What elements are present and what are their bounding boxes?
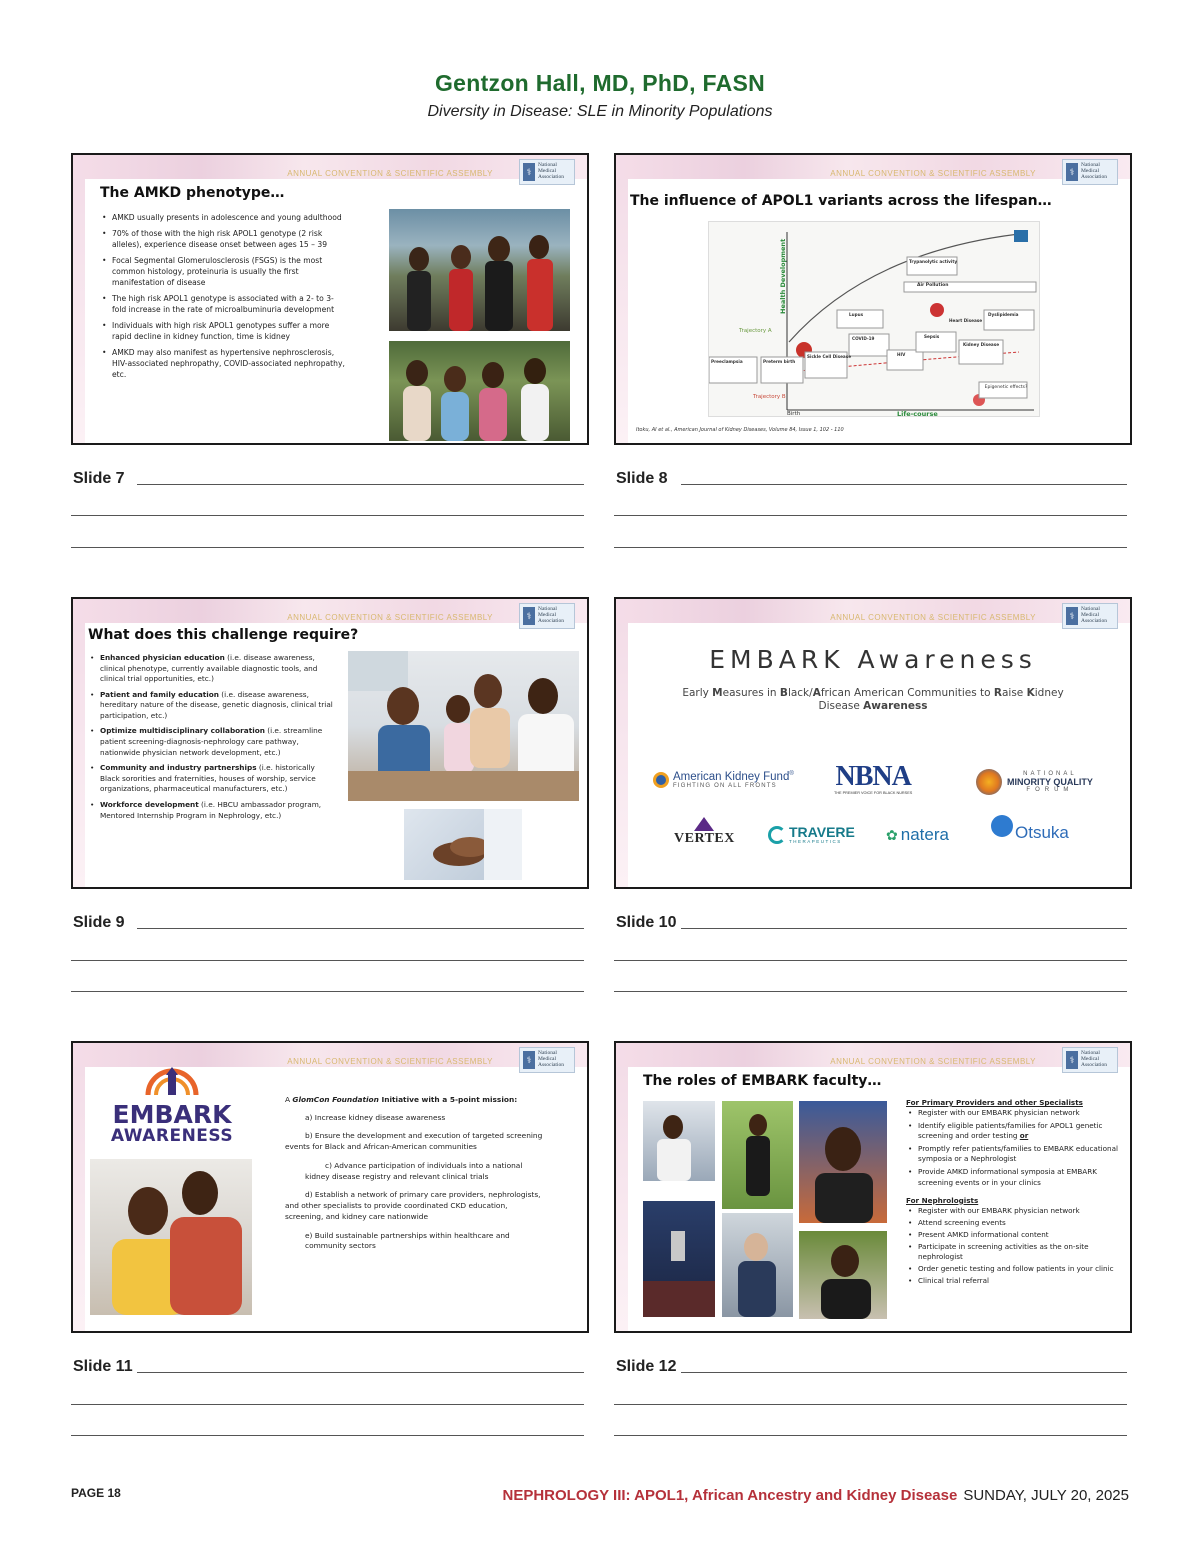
faculty-photo — [643, 1201, 715, 1317]
session-date: SUNDAY, JULY 20, 2025 — [963, 1487, 1129, 1504]
mission-point: d) Establish a network of primary care providers, nephrologists, and other specialists to provide coordinated CKD education, screening, and kidney care nationwide — [285, 1190, 541, 1221]
note-line — [614, 1435, 1127, 1436]
bullet: • Clinical trial referral — [906, 1276, 1122, 1286]
bullet: • Participate in screening activities as the on-site nephrologist — [906, 1242, 1122, 1262]
slide-10-notes — [614, 914, 1129, 932]
natera-icon: ✿ — [886, 826, 898, 843]
trajectory-b-label: Trajectory B — [753, 394, 786, 400]
slide-7-notes — [71, 470, 586, 488]
embark-awareness-logo: EMBARK AWARENESS — [107, 1061, 237, 1146]
bullet: • Community and industry partnerships (i.e. historically Black sororities and fraternities, houses of worship, service organizations, pharmaceutical manufacturers, etc.) — [88, 763, 336, 795]
mission-point: e) Build sustainable partnerships within healthcare and community sectors — [305, 1230, 510, 1251]
bullet: • Optimize multidisciplinary collaboration (i.e. streamline patient screening-diagnosis-nephrology care pathway, nationwide physician network development, etc.) — [88, 726, 336, 758]
travere-logo: TRAVERE THERAPEUTICS — [768, 825, 855, 844]
note-line — [71, 1435, 584, 1436]
bullet: • Order genetic testing and follow patients in your clinic — [906, 1264, 1122, 1274]
nma-seal-icon: ⚕ — [523, 163, 535, 181]
talk-title: Diversity in Disease: SLE in Minority Populations — [427, 103, 773, 120]
slide-side-decoration — [616, 179, 628, 443]
footer-session — [502, 1487, 1129, 1504]
bullet: • Attend screening events — [906, 1218, 1122, 1228]
nma-logo: ⚕ National Medical Association — [519, 1047, 575, 1073]
roles-list — [906, 1098, 1122, 1288]
convention-text: ANNUAL CONVENTION & SCIENTIFIC ASSEMBLY — [287, 169, 493, 178]
vertex-icon — [694, 817, 714, 831]
air-pollution-label: Air Pollution — [917, 283, 949, 288]
slide-side-decoration — [73, 623, 85, 887]
trajectory-a-label: Trajectory A — [739, 328, 772, 334]
mqf-logo: NATIONAL MINORITY QUALITY FORUM — [976, 769, 1093, 795]
girls-photo — [389, 341, 570, 441]
diagram-box-label: COVID-19 — [852, 336, 875, 341]
nephrologist-bullets — [906, 1206, 1122, 1287]
mission-point: a) Increase kidney disease awareness — [305, 1112, 446, 1122]
session-title: NEPHROLOGY III: APOL1, African Ancestry and Kidney Disease — [502, 1487, 958, 1504]
sunburst-icon — [142, 1061, 202, 1097]
bullet: • The high risk APOL1 genotype is associated with a 2- to 3-fold increase in the rate of microalbuminuria development — [100, 293, 345, 315]
hands-photo — [404, 809, 522, 880]
slide-10 — [614, 597, 1132, 889]
bullet: • 70% of those with the high risk APOL1 genotype (2 risk alleles), experience disease onset between ages 15 – 39 — [100, 228, 345, 250]
slide-9-notes — [71, 914, 586, 932]
slide-label: Slide 9 — [73, 914, 125, 931]
diagram-box-label: Lupus — [849, 312, 864, 317]
faculty-photo — [799, 1231, 887, 1319]
note-line — [71, 515, 584, 516]
slide-title: What does this challenge require? — [88, 627, 359, 643]
note-line — [137, 484, 584, 485]
slide-side-decoration — [73, 179, 85, 443]
note-line — [71, 1404, 584, 1405]
nma-logo: ⚕ National Medical Association — [1062, 159, 1118, 185]
slide-label: Slide 8 — [616, 470, 668, 487]
diagram-box-label: Sepsis — [924, 334, 940, 339]
trypanolytic-label: Trypanolytic activity — [909, 259, 958, 264]
slide-7 — [71, 153, 589, 445]
otsuka-icon — [991, 815, 1013, 837]
otsuka-logo: Otsuka — [991, 821, 1069, 843]
faculty-photo — [722, 1101, 793, 1209]
epigenetic-label: Epigenetic effects? — [984, 385, 1028, 390]
note-line — [71, 960, 584, 961]
note-line — [71, 547, 584, 548]
heart-disease-label: Heart Disease — [949, 318, 983, 323]
mission-point: b) Ensure the development and execution of targeted screening events for Black and African-American communities — [285, 1131, 543, 1152]
akf-icon — [653, 772, 669, 788]
note-line — [681, 1372, 1127, 1373]
slide-label: Slide 7 — [73, 470, 125, 487]
convention-text: ANNUAL CONVENTION & SCIENTIFIC ASSEMBLY — [287, 613, 493, 622]
bullet: • Register with our EMBARK physician network — [906, 1206, 1122, 1216]
x-axis-label: Life-course — [897, 410, 938, 418]
slide-title: The influence of APOL1 variants across the lifespan… — [630, 193, 1052, 209]
slide-title: The AMKD phenotype… — [100, 185, 285, 201]
note-line — [137, 1372, 584, 1373]
nma-seal-icon: ⚕ — [1066, 607, 1078, 625]
nma-logo: ⚕ National Medical Association — [1062, 1047, 1118, 1073]
slide-label: Slide 12 — [616, 1358, 677, 1375]
bullet: • Workforce development (i.e. HBCU ambassador program, Mentored Internship Program in Nephrology, etc.) — [88, 800, 336, 821]
bullet: • AMKD may also manifest as hypertensive nephrosclerosis, HIV-associated nephropathy, COVID-associated nephropathy, etc. — [100, 347, 345, 380]
embark-subtitle — [616, 687, 1130, 713]
vertex-logo: VERTEX — [674, 817, 735, 847]
slide-12 — [614, 1041, 1132, 1333]
nma-logo: ⚕ National Medical Association — [1062, 603, 1118, 629]
slide-12-notes — [614, 1358, 1129, 1376]
primary-heading: For Primary Providers and other Specialists — [906, 1098, 1083, 1107]
bullet: • Identify eligible patients/families for APOL1 genetic screening and order testing or — [906, 1121, 1122, 1141]
slide-title: The roles of EMBARK faculty… — [643, 1073, 882, 1089]
bullet: • Present AMKD informational content — [906, 1230, 1122, 1240]
note-line — [681, 928, 1127, 929]
slide-8-notes — [614, 470, 1129, 488]
nma-logo: ⚕ National Medical Association — [519, 603, 575, 629]
note-line — [137, 928, 584, 929]
bullet: • Enhanced physician education (i.e. disease awareness, clinical phenotype, currently available diagnostic tools, and clinical trial opportunities, etc.) — [88, 653, 336, 685]
subtitle-line-1: Early Measures in Black/African American Communities to Raise Kidney — [682, 687, 1064, 699]
diagram-box-label: Sickle Cell Disease — [807, 354, 852, 359]
slide-side-decoration — [616, 1067, 628, 1331]
bullet: • Individuals with high risk APOL1 genotypes suffer a more rapid decline in kidney function, time is kidney — [100, 320, 345, 342]
couple-photo — [90, 1159, 252, 1315]
convention-text: ANNUAL CONVENTION & SCIENTIFIC ASSEMBLY — [830, 1057, 1036, 1066]
bullet: • Promptly refer patients/families to EMBARK educational symposia or a Nephrologist — [906, 1144, 1122, 1164]
slide-side-decoration — [73, 1067, 85, 1331]
faculty-photo — [799, 1101, 887, 1223]
lifespan-diagram — [708, 221, 1040, 417]
diagram-box-label: Preeclampsia — [711, 359, 743, 364]
slide-8 — [614, 153, 1132, 445]
slide-11 — [71, 1041, 589, 1333]
faculty-photo — [722, 1213, 793, 1317]
slide-11-notes — [71, 1358, 586, 1376]
nma-seal-icon: ⚕ — [1066, 1051, 1078, 1069]
mqf-icon — [976, 769, 1002, 795]
mission-text — [285, 1095, 547, 1252]
bullet: • Focal Segmental Glomerulosclerosis (FSGS) is the most common histology, proteinuria is usually the first manifestation of disease — [100, 255, 345, 288]
bullet: • Patient and family education (i.e. disease awareness, hereditary nature of the disease, genetic diagnosis, clinical trial participation, etc.) — [88, 690, 336, 722]
note-line — [614, 960, 1127, 961]
bullet: • Provide AMKD informational symposia at EMBARK screening events or in your clinics — [906, 1167, 1122, 1187]
faculty-photo — [643, 1101, 715, 1181]
subtitle-line-2: Disease Awareness — [818, 700, 928, 713]
convention-text: ANNUAL CONVENTION & SCIENTIFIC ASSEMBLY — [287, 1057, 493, 1066]
akf-logo: American Kidney Fund® FIGHTING ON ALL FRONTS — [653, 771, 794, 789]
birth-label: Birth — [787, 411, 801, 417]
note-line — [614, 515, 1127, 516]
nma-seal-icon: ⚕ — [523, 607, 535, 625]
page-number: PAGE 18 — [71, 1486, 121, 1500]
slide-9 — [71, 597, 589, 889]
family-doctor-photo — [348, 651, 579, 801]
diagram-box-label: Preterm birth — [763, 359, 796, 364]
diagram-box-label: Dyslipidemia — [988, 312, 1019, 317]
diagram-box-label: HIV — [897, 352, 906, 357]
bullet-list — [100, 212, 345, 385]
convention-text: ANNUAL CONVENTION & SCIENTIFIC ASSEMBLY — [830, 613, 1036, 622]
citation: Itoku, AI et al., American Journal of Kidney Diseases, Volume 84, Issue 1, 102 - 110 — [636, 427, 844, 433]
nma-seal-icon: ⚕ — [1066, 163, 1078, 181]
primary-bullets — [906, 1108, 1122, 1188]
nma-seal-icon: ⚕ — [523, 1051, 535, 1069]
students-photo — [389, 209, 570, 331]
speaker-name: Gentzon Hall, MD, PhD, FASN — [434, 70, 766, 96]
page-header — [0, 70, 1200, 121]
bullet: • Register with our EMBARK physician network — [906, 1108, 1122, 1118]
slide-title: EMBARK Awareness — [709, 645, 1037, 674]
mission-point: c) Advance participation of individuals into a national kidney disease registry and relevant clinical trials — [305, 1160, 523, 1181]
nephrologist-heading: For Nephrologists — [906, 1195, 979, 1205]
convention-text: ANNUAL CONVENTION & SCIENTIFIC ASSEMBLY — [830, 169, 1036, 178]
note-line — [614, 547, 1127, 548]
note-line — [614, 1404, 1127, 1405]
slide-label: Slide 10 — [616, 914, 677, 931]
natera-logo: ✿ natera — [886, 825, 949, 844]
travere-icon — [768, 826, 786, 844]
note-line — [71, 991, 584, 992]
diagram-box-label: Kidney Disease — [963, 342, 1000, 347]
bullet-list — [88, 653, 336, 826]
bullet: • AMKD usually presents in adolescence and young adulthood — [100, 212, 345, 223]
y-axis-label: Health Development — [779, 238, 787, 314]
nbna-logo: NBNA THE PREMIER VOICE FOR BLACK NURSES — [834, 761, 913, 795]
nma-logo: ⚕ National Medical Association — [519, 159, 575, 185]
note-line — [681, 484, 1127, 485]
slide-label: Slide 11 — [73, 1358, 133, 1375]
mission-intro: A GlomCon Foundation Initiative with a 5-point mission: — [285, 1095, 518, 1104]
note-line — [614, 991, 1127, 992]
